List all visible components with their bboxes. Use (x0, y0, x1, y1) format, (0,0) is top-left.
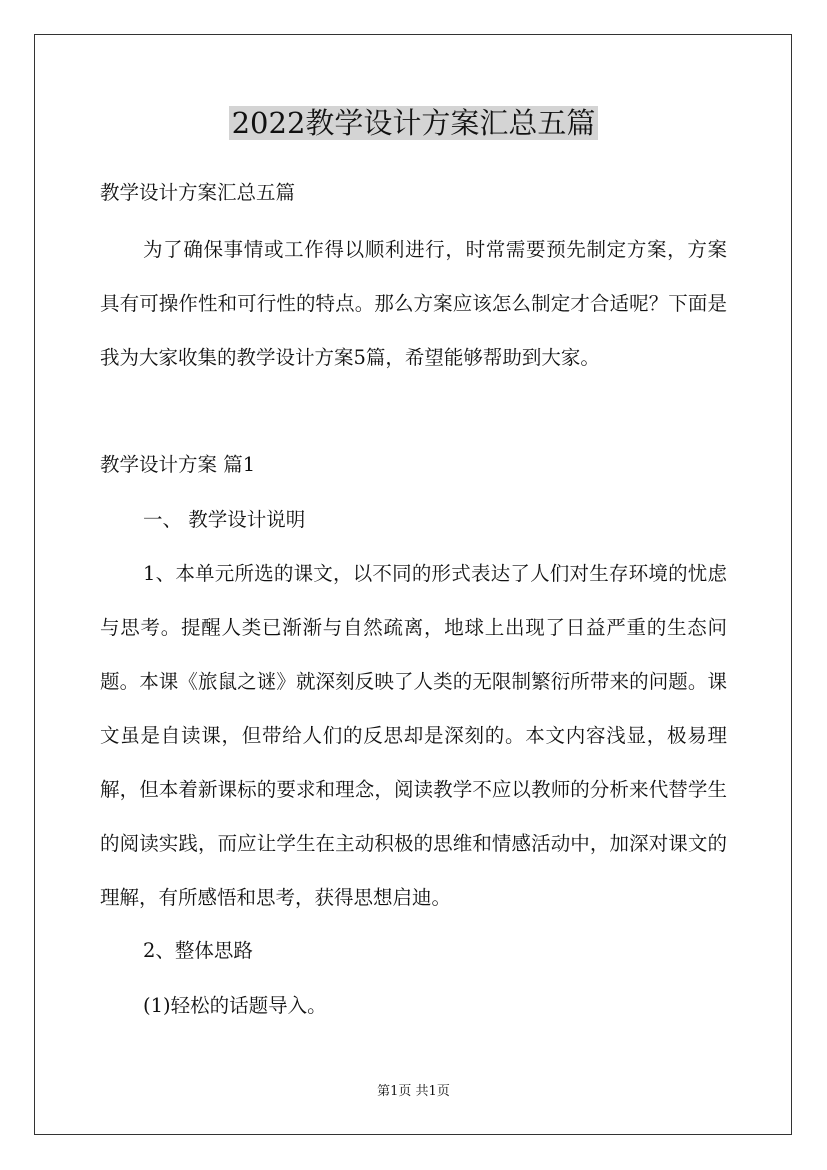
intro-paragraph: 为了确保事情或工作得以顺利进行，时常需要预先制定方案，方案具有可操作性和可行性的特点。那么方案应该怎么制定才合适呢？下面是我为大家收集的教学设计方案5篇，希望能够帮助到大家。 (100, 238, 727, 369)
item-1-paragraph: 1、本单元所选的课文，以不同的形式表达了人们对生存环境的忧虑与思考。提醒人类已渐渐与自然疏离，地球上出现了日益严重的生态问题。本课《旅鼠之谜》就深刻反映了人类的无限制繁衍所带来的问题。课文虽是自读课，但带给人们的反思却是深刻的。本文内容浅显，极易理解，但本着新课标的要求和理念，阅读教学不应以教师的分析来代替学生的阅读实践，而应让学生在主动积极的思维和情感活动中，加深对课文的理解，有所感悟和思考，获得思想启迪。 (100, 562, 727, 909)
page-footer: 第1页 共1页 (377, 1084, 450, 1099)
section-heading: 教学设计方案 篇1 (100, 453, 256, 476)
subsection-heading: 一、 教学设计说明 (143, 508, 306, 531)
item-2-heading: 2、整体思路 (143, 939, 253, 962)
item-3-heading: (1)轻松的话题导入。 (143, 994, 327, 1017)
document-title (0, 104, 827, 142)
document-title-text: 2022教学设计方案汇总五篇 (229, 106, 599, 140)
document-subtitle: 教学设计方案汇总五篇 (100, 181, 296, 204)
